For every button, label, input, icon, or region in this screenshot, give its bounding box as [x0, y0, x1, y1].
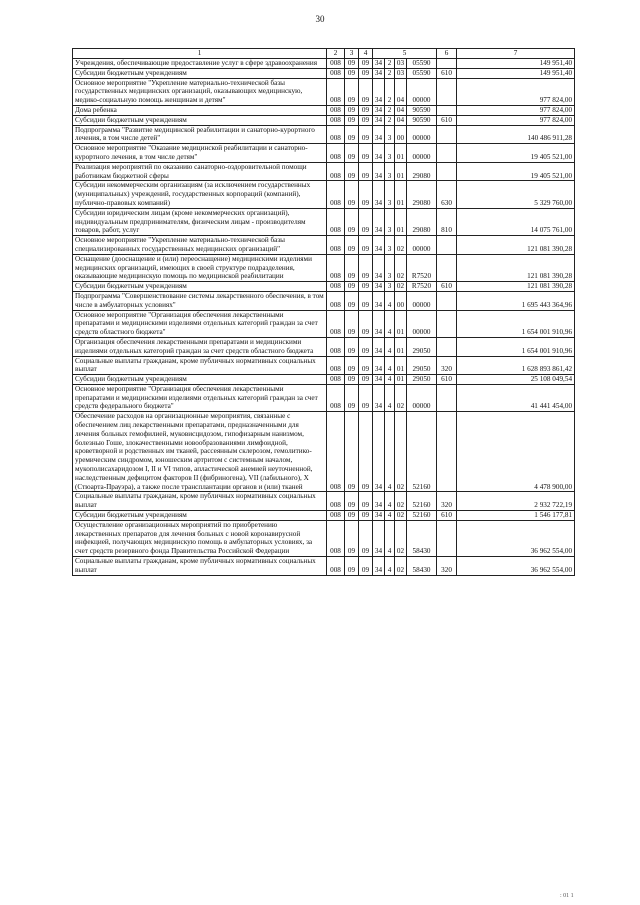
- row-name: Подпрограмма "Развитие медицинской реабилитации и санаторно-курортного лечения, в том числе детей": [73, 125, 327, 144]
- table-row: [73, 557, 575, 576]
- table-row: [73, 162, 575, 181]
- row-code-t4: 29050: [407, 356, 437, 375]
- row-code-t2: 4: [385, 511, 395, 521]
- table-body: [73, 59, 575, 576]
- row-code-c6: [437, 291, 457, 310]
- row-code-c4: 09: [359, 115, 373, 125]
- table-row: [73, 208, 575, 235]
- row-code-t3: 00: [395, 291, 407, 310]
- row-code-t3: 02: [395, 412, 407, 492]
- row-code-c4: 09: [359, 310, 373, 337]
- row-code-t4: 90590: [407, 105, 437, 115]
- table-row: [73, 384, 575, 411]
- row-name: Основное мероприятие "Организация обеспечения лекарственными препаратами и медицинскими изделиями отдельных категорий граждан за счет средств областного бюджета": [73, 310, 327, 337]
- row-code-c3: 09: [345, 375, 359, 385]
- row-code-t1: 34: [373, 68, 385, 78]
- header-cell: 3: [345, 49, 359, 59]
- row-code-c4: 09: [359, 236, 373, 255]
- row-code-t1: 34: [373, 162, 385, 181]
- row-code-t3: 01: [395, 144, 407, 163]
- row-code-t3: 01: [395, 375, 407, 385]
- row-code-t4: 52160: [407, 511, 437, 521]
- table-row: [73, 291, 575, 310]
- row-amount: 1 654 001 910,96: [457, 310, 575, 337]
- row-code-c2: 008: [327, 557, 345, 576]
- row-code-c3: 09: [345, 181, 359, 208]
- row-code-t1: 34: [373, 254, 385, 281]
- row-code-t2: 2: [385, 68, 395, 78]
- row-name: Субсидии бюджетным учреждениям: [73, 511, 327, 521]
- row-code-t4: 58430: [407, 557, 437, 576]
- header-cell: 1: [73, 49, 327, 59]
- row-code-c3: 09: [345, 144, 359, 163]
- row-code-c3: 09: [345, 254, 359, 281]
- row-code-t4: 58430: [407, 520, 437, 556]
- row-code-t3: 02: [395, 236, 407, 255]
- row-code-t2: 4: [385, 412, 395, 492]
- row-code-c3: 09: [345, 68, 359, 78]
- row-name: Учреждения, обеспечивающие предоставление услуг в сфере здравоохранения: [73, 59, 327, 69]
- row-code-t1: 34: [373, 144, 385, 163]
- header-cell: 5: [373, 49, 437, 59]
- row-code-c4: 09: [359, 520, 373, 556]
- row-code-c2: 008: [327, 254, 345, 281]
- row-amount: 19 405 521,00: [457, 162, 575, 181]
- row-code-c4: 09: [359, 337, 373, 356]
- row-amount: 1 546 177,81: [457, 511, 575, 521]
- row-code-t1: 34: [373, 181, 385, 208]
- row-code-c3: 09: [345, 115, 359, 125]
- header-cell: 4: [359, 49, 373, 59]
- row-name: Субсидии бюджетным учреждениям: [73, 282, 327, 292]
- row-code-t4: 29050: [407, 337, 437, 356]
- table-row: [73, 511, 575, 521]
- row-code-c6: [437, 125, 457, 144]
- row-amount: 121 081 390,28: [457, 236, 575, 255]
- row-amount: 25 108 049,54: [457, 375, 575, 385]
- row-code-c3: 09: [345, 236, 359, 255]
- row-code-c6: 610: [437, 282, 457, 292]
- row-code-c6: [437, 236, 457, 255]
- row-code-t1: 34: [373, 511, 385, 521]
- row-code-c4: 09: [359, 68, 373, 78]
- row-code-t1: 34: [373, 59, 385, 69]
- row-code-t3: 03: [395, 59, 407, 69]
- row-code-c6: [437, 337, 457, 356]
- row-code-t4: R7520: [407, 282, 437, 292]
- row-code-c2: 008: [327, 412, 345, 492]
- row-code-c6: 610: [437, 375, 457, 385]
- row-code-t2: 3: [385, 125, 395, 144]
- row-code-c4: 09: [359, 162, 373, 181]
- row-code-t1: 34: [373, 78, 385, 105]
- row-code-t2: 4: [385, 492, 395, 511]
- row-code-t4: 90590: [407, 115, 437, 125]
- row-name: Социальные выплаты гражданам, кроме публичных нормативных социальных выплат: [73, 356, 327, 375]
- table-row: [73, 181, 575, 208]
- table-row: [73, 59, 575, 69]
- header-cell: 7: [457, 49, 575, 59]
- row-code-c6: [437, 59, 457, 69]
- row-code-t2: 4: [385, 384, 395, 411]
- row-code-c2: 008: [327, 181, 345, 208]
- row-amount: 1 628 893 861,42: [457, 356, 575, 375]
- row-code-c3: 09: [345, 384, 359, 411]
- row-code-c2: 008: [327, 208, 345, 235]
- row-code-c4: 09: [359, 375, 373, 385]
- row-code-t1: 34: [373, 282, 385, 292]
- row-code-c2: 008: [327, 492, 345, 511]
- row-code-c3: 09: [345, 511, 359, 521]
- row-code-t4: 00000: [407, 291, 437, 310]
- table-row: [73, 310, 575, 337]
- row-amount: 36 962 554,00: [457, 520, 575, 556]
- row-amount: 5 329 760,00: [457, 181, 575, 208]
- table-row: [73, 254, 575, 281]
- row-code-t3: 01: [395, 356, 407, 375]
- table-row: [73, 105, 575, 115]
- header-cell: 6: [437, 49, 457, 59]
- row-name: Субсидии бюджетным учреждениям: [73, 115, 327, 125]
- row-code-t3: 03: [395, 68, 407, 78]
- row-amount: 41 441 454,00: [457, 384, 575, 411]
- row-amount: 977 824,00: [457, 78, 575, 105]
- row-code-t2: 2: [385, 115, 395, 125]
- table-row: [73, 144, 575, 163]
- row-code-t1: 34: [373, 412, 385, 492]
- row-code-t3: 02: [395, 492, 407, 511]
- row-code-t1: 34: [373, 520, 385, 556]
- row-code-t1: 34: [373, 236, 385, 255]
- row-code-c2: 008: [327, 511, 345, 521]
- row-code-t2: 2: [385, 105, 395, 115]
- table-row: [73, 115, 575, 125]
- row-code-t4: 29080: [407, 208, 437, 235]
- row-code-c2: 008: [327, 68, 345, 78]
- scan-mark: : 01 1: [560, 893, 574, 899]
- row-code-t4: 00000: [407, 125, 437, 144]
- row-amount: 14 075 761,00: [457, 208, 575, 235]
- row-code-c6: [437, 105, 457, 115]
- row-code-c2: 008: [327, 520, 345, 556]
- row-code-c6: 810: [437, 208, 457, 235]
- table-row: [73, 492, 575, 511]
- row-amount: 1 695 443 364,96: [457, 291, 575, 310]
- row-code-t2: 3: [385, 162, 395, 181]
- row-code-c4: 09: [359, 291, 373, 310]
- row-code-c2: 008: [327, 375, 345, 385]
- row-code-t2: 4: [385, 375, 395, 385]
- row-code-t3: 02: [395, 384, 407, 411]
- row-code-c2: 008: [327, 115, 345, 125]
- row-name: Оснащение (дооснащение и (или) переоснащение) медицинскими изделиями медицинских организаций, имеющих в своей структуре подразделения, оказывающие медицинскую помощь по медицинской реабилитации: [73, 254, 327, 281]
- row-name: Субсидии бюджетным учреждениям: [73, 68, 327, 78]
- row-code-c6: 320: [437, 557, 457, 576]
- row-code-t3: 01: [395, 208, 407, 235]
- row-amount: 121 081 390,28: [457, 282, 575, 292]
- row-name: Основное мероприятие "Оказание медицинской реабилитации и санаторно-курортного лечения, в том числе детям": [73, 144, 327, 163]
- row-name: Реализация мероприятий по оказанию санаторно-оздоровительной помощи работникам бюджетной сферы: [73, 162, 327, 181]
- row-code-t4: 05590: [407, 68, 437, 78]
- row-code-t4: 00000: [407, 144, 437, 163]
- row-code-c6: [437, 144, 457, 163]
- row-amount: 977 824,00: [457, 105, 575, 115]
- row-code-t3: 02: [395, 511, 407, 521]
- row-code-t2: 4: [385, 356, 395, 375]
- row-name: Подпрограмма "Совершенствование системы лекарственного обеспечения, в том числе в амбулаторных условиях": [73, 291, 327, 310]
- row-amount: 36 962 554,00: [457, 557, 575, 576]
- row-code-t4: 00000: [407, 384, 437, 411]
- row-code-t1: 34: [373, 557, 385, 576]
- row-code-t2: 4: [385, 520, 395, 556]
- table-row: [73, 282, 575, 292]
- row-code-c6: 320: [437, 492, 457, 511]
- row-code-c4: 09: [359, 105, 373, 115]
- row-code-c4: 09: [359, 557, 373, 576]
- row-code-t4: 52160: [407, 412, 437, 492]
- row-code-t1: 34: [373, 310, 385, 337]
- row-code-t1: 34: [373, 337, 385, 356]
- row-code-c3: 09: [345, 105, 359, 115]
- row-code-c3: 09: [345, 412, 359, 492]
- row-code-c2: 008: [327, 310, 345, 337]
- row-code-t4: 05590: [407, 59, 437, 69]
- row-name: Основное мероприятие "Укрепление материально-технической базы государственных медицинских организаций, оказывающих медицинскую, медико-социальную помощь женщинам и детям": [73, 78, 327, 105]
- row-code-c2: 008: [327, 105, 345, 115]
- row-code-t2: 3: [385, 144, 395, 163]
- row-name: Дома ребенка: [73, 105, 327, 115]
- table-row: [73, 356, 575, 375]
- table-row: [73, 337, 575, 356]
- row-code-t4: R7520: [407, 254, 437, 281]
- header-row: [73, 49, 575, 59]
- row-code-t2: 2: [385, 59, 395, 69]
- row-code-c6: 610: [437, 68, 457, 78]
- row-code-c4: 09: [359, 511, 373, 521]
- table-row: [73, 375, 575, 385]
- row-code-c2: 008: [327, 291, 345, 310]
- row-code-c3: 09: [345, 520, 359, 556]
- row-code-t4: 29080: [407, 162, 437, 181]
- row-code-t3: 02: [395, 282, 407, 292]
- row-code-c2: 008: [327, 144, 345, 163]
- row-code-c3: 09: [345, 492, 359, 511]
- row-code-t3: 00: [395, 125, 407, 144]
- row-name: Субсидии юридическим лицам (кроме некоммерческих организаций), индивидуальным предпринимателям, физическим лицам - производителям товаров, работ, услуг: [73, 208, 327, 235]
- row-code-t3: 02: [395, 254, 407, 281]
- row-code-t1: 34: [373, 115, 385, 125]
- row-code-c2: 008: [327, 356, 345, 375]
- row-code-c3: 09: [345, 208, 359, 235]
- row-name: Субсидии бюджетным учреждениям: [73, 375, 327, 385]
- row-code-t3: 02: [395, 557, 407, 576]
- row-code-c6: [437, 520, 457, 556]
- row-code-t3: 04: [395, 78, 407, 105]
- row-code-c4: 09: [359, 282, 373, 292]
- row-code-c6: [437, 254, 457, 281]
- row-code-t1: 34: [373, 384, 385, 411]
- row-amount: 4 478 900,00: [457, 412, 575, 492]
- row-code-t2: 2: [385, 78, 395, 105]
- row-code-c4: 09: [359, 254, 373, 281]
- row-code-c2: 008: [327, 282, 345, 292]
- row-code-c6: [437, 162, 457, 181]
- row-code-t3: 04: [395, 115, 407, 125]
- row-code-t4: 29050: [407, 375, 437, 385]
- row-code-t3: 01: [395, 310, 407, 337]
- row-code-t3: 01: [395, 181, 407, 208]
- row-code-t2: 3: [385, 282, 395, 292]
- table-row: [73, 412, 575, 492]
- row-amount: 121 081 390,28: [457, 254, 575, 281]
- row-code-t3: 04: [395, 105, 407, 115]
- row-code-t2: 4: [385, 337, 395, 356]
- row-code-c3: 09: [345, 78, 359, 105]
- row-code-t1: 34: [373, 125, 385, 144]
- row-code-c4: 09: [359, 59, 373, 69]
- row-amount: 140 486 911,28: [457, 125, 575, 144]
- row-code-t1: 34: [373, 208, 385, 235]
- row-code-c6: [437, 384, 457, 411]
- row-code-t1: 34: [373, 356, 385, 375]
- table-row: [73, 236, 575, 255]
- table-row: [73, 125, 575, 144]
- row-code-c3: 09: [345, 162, 359, 181]
- row-code-t3: 02: [395, 520, 407, 556]
- row-code-t2: 3: [385, 181, 395, 208]
- page-number: 30: [315, 14, 325, 24]
- table-row: [73, 68, 575, 78]
- row-code-c3: 09: [345, 310, 359, 337]
- row-code-t3: 01: [395, 337, 407, 356]
- row-code-c4: 09: [359, 144, 373, 163]
- row-code-c4: 09: [359, 78, 373, 105]
- row-code-t4: 00000: [407, 236, 437, 255]
- row-code-c4: 09: [359, 356, 373, 375]
- row-code-c2: 008: [327, 78, 345, 105]
- header-cell: 2: [327, 49, 345, 59]
- row-code-t4: 29080: [407, 181, 437, 208]
- row-amount: 2 932 722,19: [457, 492, 575, 511]
- row-amount: 19 405 521,00: [457, 144, 575, 163]
- row-code-c3: 09: [345, 59, 359, 69]
- row-name: Организация обеспечения лекарственными препаратами и медицинскими изделиями отдельных категорий граждан за счет средств областного бюджета: [73, 337, 327, 356]
- row-name: Социальные выплаты гражданам, кроме публичных нормативных социальных выплат: [73, 492, 327, 511]
- table-row: [73, 78, 575, 105]
- row-name: Социальные выплаты гражданам, кроме публичных нормативных социальных выплат: [73, 557, 327, 576]
- row-code-c4: 09: [359, 125, 373, 144]
- row-code-c2: 008: [327, 162, 345, 181]
- row-code-c2: 008: [327, 236, 345, 255]
- row-code-t2: 3: [385, 254, 395, 281]
- row-name: Обеспечение расходов на организационные мероприятия, связанные с обеспечением лиц лекарственными препаратами, предназначенными для лечения больных гемофилией, муковисцидозом, гипофизарным нанизмом, болезнью Гоше, злокачественными новообразованиями лимфоидной, кроветворной и родственных им тканей, рассеянным склерозом, гемолитико-уремическим синдромом, юношеским артритом с системным началом, мукополисахаридозом I, II и VI типов, апластической анемией неуточненной, наследственным дефицитом факторов II (фибриногена), VII (лабильного), X (Стюарта-Прауэра), а также после трансплантации органов и (или) тканей: [73, 412, 327, 492]
- row-code-c2: 008: [327, 125, 345, 144]
- row-code-t2: 4: [385, 557, 395, 576]
- row-code-c6: 610: [437, 115, 457, 125]
- row-code-c4: 09: [359, 412, 373, 492]
- row-code-c6: 610: [437, 511, 457, 521]
- row-code-t1: 34: [373, 105, 385, 115]
- row-code-t2: 4: [385, 291, 395, 310]
- row-code-t1: 34: [373, 291, 385, 310]
- row-name: Основное мероприятие "Укрепление материально-технической базы специализированных государственных медицинских организаций": [73, 236, 327, 255]
- row-code-c4: 09: [359, 208, 373, 235]
- row-amount: 149 951,40: [457, 68, 575, 78]
- row-code-c6: [437, 412, 457, 492]
- row-code-c2: 008: [327, 337, 345, 356]
- row-amount: 149 951,40: [457, 59, 575, 69]
- row-amount: 1 654 001 910,96: [457, 337, 575, 356]
- row-code-t2: 4: [385, 310, 395, 337]
- row-code-t1: 34: [373, 492, 385, 511]
- row-code-c2: 008: [327, 384, 345, 411]
- row-name: Осуществление организационных мероприятий по приобретению лекарственных препаратов для лечения больных с новой коронавирусной инфекцией, получающих медицинскую помощь в амбулаторных условиях, за счет средств резервного фонда Правительства Российской Федерации: [73, 520, 327, 556]
- row-code-c6: [437, 78, 457, 105]
- row-code-c3: 09: [345, 282, 359, 292]
- budget-table: [72, 48, 575, 576]
- table-row: [73, 520, 575, 556]
- row-code-c4: 09: [359, 384, 373, 411]
- row-name: Основное мероприятие "Организация обеспечения лекарственными препаратами и медицинскими изделиями отдельных категорий граждан за счет средств федерального бюджета": [73, 384, 327, 411]
- row-code-t1: 34: [373, 375, 385, 385]
- row-code-c3: 09: [345, 125, 359, 144]
- row-code-c3: 09: [345, 291, 359, 310]
- row-code-c3: 09: [345, 337, 359, 356]
- row-code-t3: 01: [395, 162, 407, 181]
- row-code-c3: 09: [345, 356, 359, 375]
- row-code-c6: 320: [437, 356, 457, 375]
- row-code-t4: 00000: [407, 78, 437, 105]
- row-name: Субсидии некоммерческим организациям (за исключением государственных (муниципальных) учреждений, государственных корпораций (компаний), публично-правовых компаний): [73, 181, 327, 208]
- row-code-t4: 00000: [407, 310, 437, 337]
- row-code-t2: 3: [385, 208, 395, 235]
- row-amount: 977 824,00: [457, 115, 575, 125]
- row-code-c4: 09: [359, 181, 373, 208]
- row-code-c4: 09: [359, 492, 373, 511]
- row-code-t2: 3: [385, 236, 395, 255]
- row-code-t4: 52160: [407, 492, 437, 511]
- row-code-c6: 630: [437, 181, 457, 208]
- row-code-c6: [437, 310, 457, 337]
- row-code-c3: 09: [345, 557, 359, 576]
- row-code-c2: 008: [327, 59, 345, 69]
